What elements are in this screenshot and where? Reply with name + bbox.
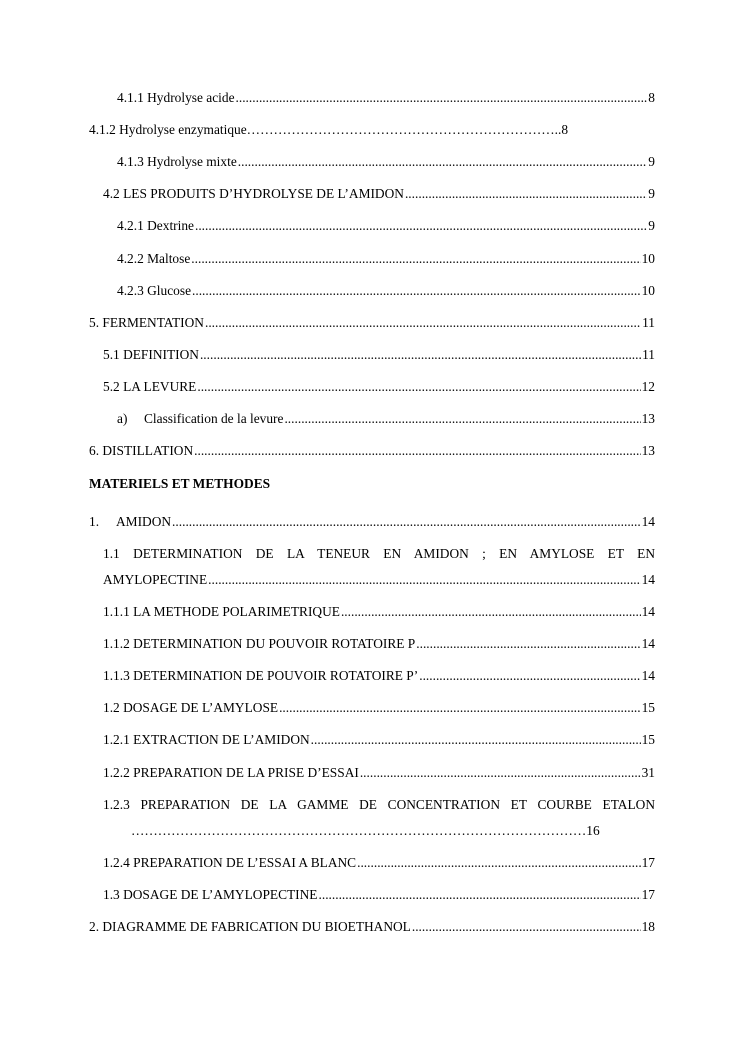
toc-entry-title: 1.2.1 EXTRACTION DE L’AMIDON [103,732,310,747]
toc-entry[interactable] [103,668,655,684]
toc-leader [279,700,641,716]
toc-leader [311,732,641,748]
toc-page-number: 13 [641,443,655,458]
toc-leader [419,668,640,684]
toc-leader [319,887,641,903]
toc-page-number: 14 [641,604,655,619]
toc-leader [197,379,640,395]
toc-page-number: 14 [641,636,655,651]
toc-entry-title: AMYLOPECTINE [103,572,208,587]
toc-leader [208,572,640,588]
toc-entry-leader-page: …………………………………………………………………………………………16 [131,823,600,838]
toc-entry[interactable] [117,283,655,299]
toc-page-number: 10 [641,283,655,298]
toc-entry-title: 2. DIAGRAMME DE FABRICATION DU BIOETHANOL [89,919,411,934]
toc-entry-title-line1: 1.2.3 PREPARATION DE LA GAMME DE CONCENTRATION ET COURBE ETALON [103,797,655,812]
toc-entry-title: 1.1.1 LA METHODE POLARIMETRIQUE [103,604,340,619]
toc-entry[interactable] [103,379,655,395]
toc-entry-number: 1. [89,514,100,529]
toc-entry[interactable] [103,732,655,748]
toc-entry-title: 6. DISTILLATION [89,443,194,458]
toc-page-number: 11 [642,315,655,330]
toc-page-number: 15 [641,700,655,715]
toc-entry-title: Classification de la levure [144,411,284,426]
toc-entry[interactable] [103,604,655,620]
toc-entry-title: 4.1.2 Hydrolyse enzymatique……………………………………………………………..8 [89,122,569,137]
toc-entry[interactable] [103,186,655,202]
toc-leader [416,636,640,652]
toc-entry[interactable] [103,765,655,781]
toc-entry-title: 4.1.3 Hydrolyse mixte [117,154,237,169]
toc-entry-title: 5.1 DEFINITION [103,347,199,362]
toc-page-number: 12 [641,379,655,394]
toc-leader [357,855,641,871]
toc-page-number: 8 [648,90,655,105]
toc-entry-title: 1.1.3 DETERMINATION DE POUVOIR ROTATOIRE P’ [103,668,419,683]
toc-leader [412,919,641,935]
section-heading: MATERIELS ET METHODES [89,476,271,491]
toc-leader [200,347,641,363]
toc-leader [236,90,648,106]
toc-entry[interactable] [117,218,655,234]
toc-entry[interactable] [103,347,655,363]
toc-entry[interactable] [131,823,600,839]
toc-entry-title: 1.2 DOSAGE DE L’AMYLOSE [103,700,279,715]
toc-page-number: 14 [641,668,655,683]
toc-leader [341,604,641,620]
toc-leader [405,186,647,202]
toc-leader [192,283,641,299]
toc-entry-title: 5.2 LA LEVURE [103,379,197,394]
toc-entry[interactable] [103,572,655,588]
toc-leader [194,443,640,459]
toc-entry-title: 4.2.2 Maltose [117,251,191,266]
toc-page-number: 31 [641,765,655,780]
toc-entry[interactable] [89,443,655,459]
toc-entry[interactable] [117,90,655,106]
toc-entry[interactable] [103,855,655,871]
toc-entry[interactable] [89,315,655,331]
toc-entry[interactable] [103,887,655,903]
toc-leader [205,315,641,331]
toc-entry-title: 4.2.3 Glucose [117,283,192,298]
toc-page-number: 13 [641,411,655,426]
toc-entry[interactable] [117,411,655,427]
toc-leader [284,411,640,427]
toc-entry[interactable] [103,636,655,652]
toc-leader [195,218,647,234]
toc-page-number: 14 [641,514,655,529]
toc-page-number: 9 [648,218,655,233]
toc-page-number: 10 [641,251,655,266]
toc-entry-title: 4.2 LES PRODUITS D’HYDROLYSE DE L’AMIDON [103,186,404,201]
toc-page-number: 18 [641,919,655,934]
toc-entry-title: 1.2.2 PREPARATION DE LA PRISE D’ESSAI [103,765,359,780]
toc-page-number: 17 [641,855,655,870]
toc-entry[interactable] [103,700,655,716]
toc-entry-title: 1.1.2 DETERMINATION DU POUVOIR ROTATOIRE P [103,636,416,651]
toc-entry-title: AMIDON [116,514,172,529]
toc-leader [191,251,640,267]
toc-entry[interactable] [117,251,655,267]
toc-entry-title: 1.2.4 PREPARATION DE L’ESSAI A BLANC [103,855,357,870]
toc-leader [172,514,641,530]
toc-page-number: 9 [648,154,655,169]
toc-entry-number: a) [117,411,128,426]
toc-entry-title: 5. FERMENTATION [89,315,204,330]
toc-entry-title: 1.3 DOSAGE DE L’AMYLOPECTINE [103,887,318,902]
toc-page-number: 14 [641,572,655,587]
toc-page-number: 15 [641,732,655,747]
toc-entry[interactable] [89,122,568,138]
toc-page-number: 11 [642,347,655,362]
toc-entry-title: 4.1.1 Hydrolyse acide [117,90,235,105]
toc-page-number: 17 [641,887,655,902]
toc-entry-title: 4.2.1 Dextrine [117,218,194,233]
toc-entry[interactable] [89,919,655,935]
toc-entry[interactable] [117,154,655,170]
toc-leader [360,765,641,781]
toc-entry-title-line1: 1.1 DETERMINATION DE LA TENEUR EN AMIDON ; EN AMYLOSE ET EN [103,546,655,561]
toc-page-number: 9 [648,186,655,201]
toc-leader [238,154,648,170]
toc-entry[interactable] [89,514,655,530]
